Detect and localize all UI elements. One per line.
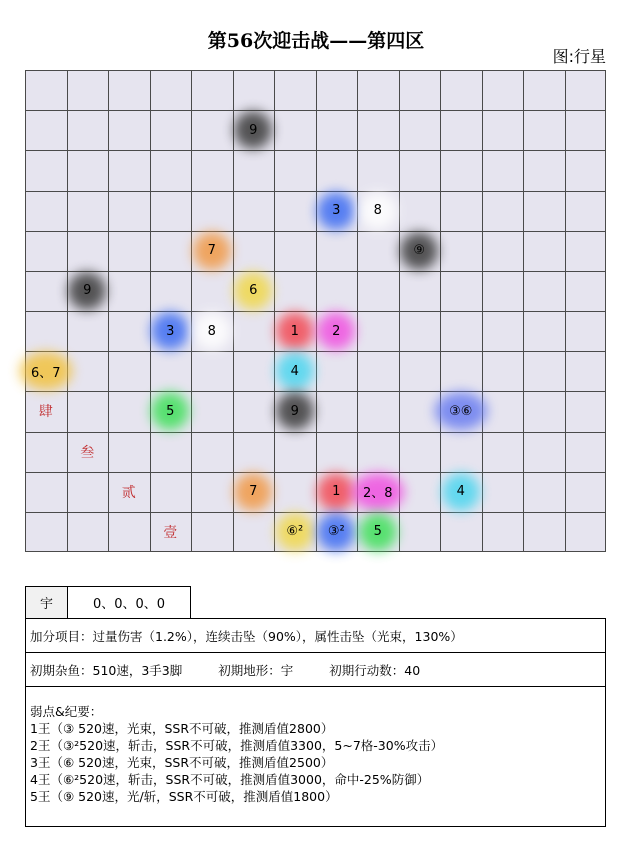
unit-label: 7: [249, 484, 258, 500]
unit-label: 7: [207, 243, 216, 259]
notes-title: 弱点&纪要：: [30, 704, 103, 719]
grid-line-horizontal: [25, 231, 606, 232]
tier-marker: 贰: [121, 484, 136, 501]
unit-label: 3: [332, 203, 341, 219]
unit-label: 9: [290, 403, 299, 419]
terrain-tab-value: 0、0、0、0: [67, 586, 191, 619]
map-unit[interactable]: [393, 231, 445, 271]
unit-label: ③²: [327, 524, 345, 540]
unit-label: 6: [249, 283, 258, 299]
bonus-items-row: [26, 619, 605, 653]
note-line-1: 1王（③ 520速，光束，SSR不可破，推测盾值2800）: [30, 721, 334, 736]
map-unit[interactable]: [227, 472, 279, 512]
grid-line-horizontal: [25, 70, 606, 71]
map-unit[interactable]: [310, 311, 362, 351]
unit-label: 5: [373, 524, 382, 540]
unit-label: 6、7: [30, 365, 61, 381]
initial-mob-text: 初期杂鱼：510速，3手3脚: [30, 662, 183, 678]
initial-terrain-text: 初期地形：宇: [218, 662, 294, 678]
unit-label: 2、8: [362, 486, 393, 502]
tier-marker: 壹: [163, 524, 178, 541]
unit-label: 4: [290, 363, 299, 379]
map-unit[interactable]: [269, 391, 321, 431]
grid-line-horizontal: [25, 150, 606, 151]
initial-actions-text: 初期行动数：40: [329, 662, 421, 678]
tier-marker: 叁: [80, 444, 95, 461]
unit-label: 9: [83, 283, 92, 299]
map-unit[interactable]: [144, 391, 196, 431]
grid-line-horizontal: [25, 110, 606, 111]
note-line-4: 4王（⑥²520速，斩击，SSR不可破，推测盾值3000，命中-25%防御）: [30, 772, 430, 787]
map-unit[interactable]: [269, 351, 321, 391]
note-line-3: 3王（⑥ 520速，光束，SSR不可破，推测盾值2500）: [30, 755, 334, 770]
unit-label: ③⑥: [449, 403, 473, 419]
battle-map-grid: [25, 70, 606, 552]
page-title: 第56次迎击战——第四区: [207, 30, 425, 52]
map-unit[interactable]: [435, 472, 487, 512]
note-line-2: 2王（③²520速，斩击，SSR不可破，推测盾值3300，5~7格-30%攻击）: [30, 738, 444, 753]
map-unit[interactable]: [20, 351, 72, 391]
unit-label: 8: [373, 203, 382, 219]
bonus-items-text: 加分项目：过量伤害（1.2%），连续击坠（90%），属性击坠（光束，130%）: [30, 628, 463, 644]
unit-label: 9: [249, 122, 258, 138]
unit-label: 8: [207, 323, 216, 339]
map-unit[interactable]: [227, 271, 279, 311]
map-unit[interactable]: [352, 472, 404, 512]
map-unit[interactable]: [227, 110, 279, 150]
initial-conditions-row: [26, 653, 605, 687]
tier-marker: 肆: [38, 404, 53, 421]
map-unit[interactable]: [352, 191, 404, 231]
map-unit[interactable]: [352, 512, 404, 552]
map-unit[interactable]: [186, 311, 238, 351]
map-unit[interactable]: [186, 231, 238, 271]
unit-label: ⑨: [413, 243, 426, 259]
weakness-notes: [30, 703, 443, 805]
map-unit[interactable]: [435, 391, 487, 431]
unit-label: 3: [166, 323, 175, 339]
unit-label: 5: [166, 403, 175, 419]
terrain-tab-key[interactable]: 宇: [25, 586, 68, 619]
map-credit: 图:行星: [552, 47, 606, 66]
grid-line-horizontal: [25, 432, 606, 433]
unit-label: 2: [332, 323, 341, 339]
info-panel: [25, 618, 606, 827]
unit-label: 1: [332, 484, 341, 500]
unit-label: 4: [456, 484, 465, 500]
unit-label: ⑥²: [286, 524, 304, 540]
note-line-5: 5王（⑨ 520速，光/斩，SSR不可破，推测盾值1800）: [30, 789, 338, 804]
unit-label: 1: [290, 323, 299, 339]
map-unit[interactable]: [61, 271, 113, 311]
